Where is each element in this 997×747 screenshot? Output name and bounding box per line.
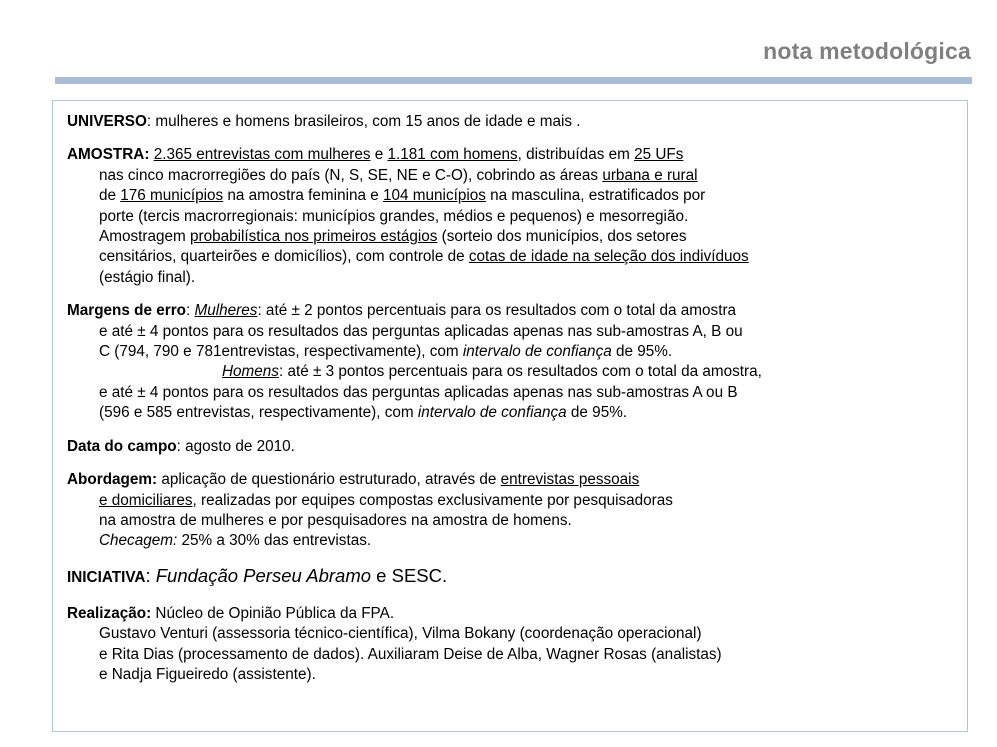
amostra-line-4: porte (tercis macrorregionais: municípios grandes, médios e pequenos) e mesorregião.	[99, 207, 689, 225]
margens-sub-homens: Homens	[222, 363, 279, 381]
abordagem-line-3: na amostra de mulheres e por pesquisadores na amostra de homens.	[99, 511, 572, 529]
margens-l6-a: (596 e 585 entrevistas, respectivamente), com	[99, 404, 418, 422]
amostra-l5-a: Amostragem	[99, 228, 190, 246]
section-amostra	[67, 145, 955, 288]
abordagem-underline-entrevistas-pessoais: entrevistas pessoais	[500, 471, 640, 489]
margens-l1-a: : até ± 2 pontos percentuais para os resultados com o total da amostra	[257, 302, 737, 320]
margens-l4-a: : até ± 3 pontos percentuais para os resultados com o total da amostra,	[278, 363, 762, 381]
section-data-do-campo	[67, 437, 955, 457]
section-margens-de-erro	[67, 301, 955, 423]
realizacao-line-2: Gustavo Venturi (assessoria técnico-científica), Vilma Bokany (coordenação operacional)	[99, 625, 702, 643]
amostra-l2-a: nas cinco macrorregiões do país (N, S, SE, NE e C-O), cobrindo as áreas	[99, 166, 603, 184]
amostra-line-3	[67, 186, 955, 206]
abordagem-checagem-label: Checagem:	[99, 532, 178, 550]
methodology-note-box	[52, 100, 968, 732]
amostra-underline-probabilistica: probabilística nos primeiros estágios	[189, 228, 438, 246]
margens-line-6	[67, 403, 955, 423]
section-realizacao	[67, 604, 955, 686]
section-universo	[67, 112, 955, 132]
amostra-line-6	[67, 247, 955, 267]
universo-text: mulheres e homens brasileiros, com 15 anos de idade e mais .	[155, 113, 581, 130]
margens-l6-italic: intervalo de confiança	[417, 404, 567, 422]
margens-line-4	[67, 362, 955, 382]
amostra-underline-entrevistas-homens: 1.181 com homens	[387, 146, 518, 164]
abordagem-underline-domiciliares: e domiciliares	[99, 491, 193, 509]
abordagem-label: Abordagem:	[67, 471, 158, 489]
amostra-l1-b: e	[370, 146, 388, 164]
amostra-line-5	[67, 227, 955, 247]
margens-line-3	[67, 342, 955, 362]
margens-l3-b: de 95%.	[611, 343, 673, 361]
amostra-l5-b: (sorteio dos municípios, dos setores	[437, 228, 687, 246]
realizacao-line-1: Núcleo de Opinião Pública da FPA.	[151, 604, 395, 622]
header-divider-rule	[55, 77, 972, 84]
universo-separator: :	[146, 113, 156, 130]
amostra-line-7: (estágio final).	[99, 268, 196, 286]
section-abordagem	[67, 470, 955, 552]
amostra-underline-ufs: 25 UFs	[634, 146, 684, 164]
page-title: nota metodológica	[763, 38, 971, 64]
margens-l6-b: de 95%.	[566, 404, 628, 422]
realizacao-line-4: e Nadja Figueiredo (assistente).	[99, 665, 316, 683]
abordagem-line-4	[67, 531, 955, 551]
iniciativa-label: INICIATIVA	[67, 568, 146, 586]
data-campo-label: Data do campo	[67, 437, 177, 455]
amostra-underline-104-municipios: 104 municípios	[383, 187, 486, 205]
amostra-underline-176-municipios: 176 municípios	[120, 187, 224, 205]
slide-header	[0, 0, 997, 88]
amostra-l1-c: , distribuídas em	[517, 146, 635, 164]
amostra-line-2	[67, 166, 955, 186]
margens-sub-mulheres: Mulheres	[194, 302, 258, 320]
amostra-label: AMOSTRA:	[67, 146, 150, 164]
margens-l3-a: C (794, 790 e 781entrevistas, respectivamente), com	[99, 343, 463, 361]
amostra-l3-a: de	[99, 187, 121, 205]
amostra-underline-entrevistas-mulheres: 2.365 entrevistas com mulheres	[153, 146, 371, 164]
abordagem-line-2	[67, 491, 955, 511]
margens-label: Margens de erro	[67, 302, 187, 320]
universo-label: UNIVERSO	[67, 113, 147, 130]
amostra-underline-cotas-idade: cotas de idade na seleção dos indivíduos	[468, 248, 749, 266]
abordagem-checagem-text: 25% a 30% das entrevistas.	[177, 532, 372, 550]
abordagem-l1-a: aplicação de questionário estruturado, através de	[157, 471, 501, 489]
amostra-l3-c: na masculina, estratificados por	[485, 187, 706, 205]
margens-l3-italic: intervalo de confiança	[462, 343, 612, 361]
amostra-l6-a: censitários, quarteirões e domicílios), com controle de	[99, 248, 469, 266]
abordagem-l2-a: , realizadas por equipes compostas exclusivamente por pesquisadoras	[192, 491, 673, 509]
amostra-l3-b: na amostra feminina e	[223, 187, 384, 205]
iniciativa-tail: e SESC.	[371, 564, 448, 586]
section-iniciativa	[67, 565, 955, 589]
margens-line-2: e até ± 4 pontos para os resultados das perguntas aplicadas apenas nas sub-amostras A, B ou	[99, 322, 743, 340]
methodology-note-content	[53, 101, 967, 685]
amostra-underline-urbana-rural: urbana e rural	[602, 166, 698, 184]
data-campo-separator: :	[176, 437, 186, 455]
iniciativa-organizacao: Fundação Perseu Abramo	[155, 564, 372, 586]
margens-separator: :	[186, 302, 195, 320]
iniciativa-separator: :	[145, 564, 156, 586]
margens-line-5: e até ± 4 pontos para os resultados das perguntas aplicadas apenas nas sub-amostras A ou B	[99, 383, 738, 401]
data-campo-text: agosto de 2010.	[185, 437, 295, 455]
realizacao-line-3: e Rita Dias (processamento de dados). Auxiliaram Deise de Alba, Wagner Rosas (analistas)	[99, 645, 722, 663]
realizacao-label: Realização:	[67, 604, 152, 622]
